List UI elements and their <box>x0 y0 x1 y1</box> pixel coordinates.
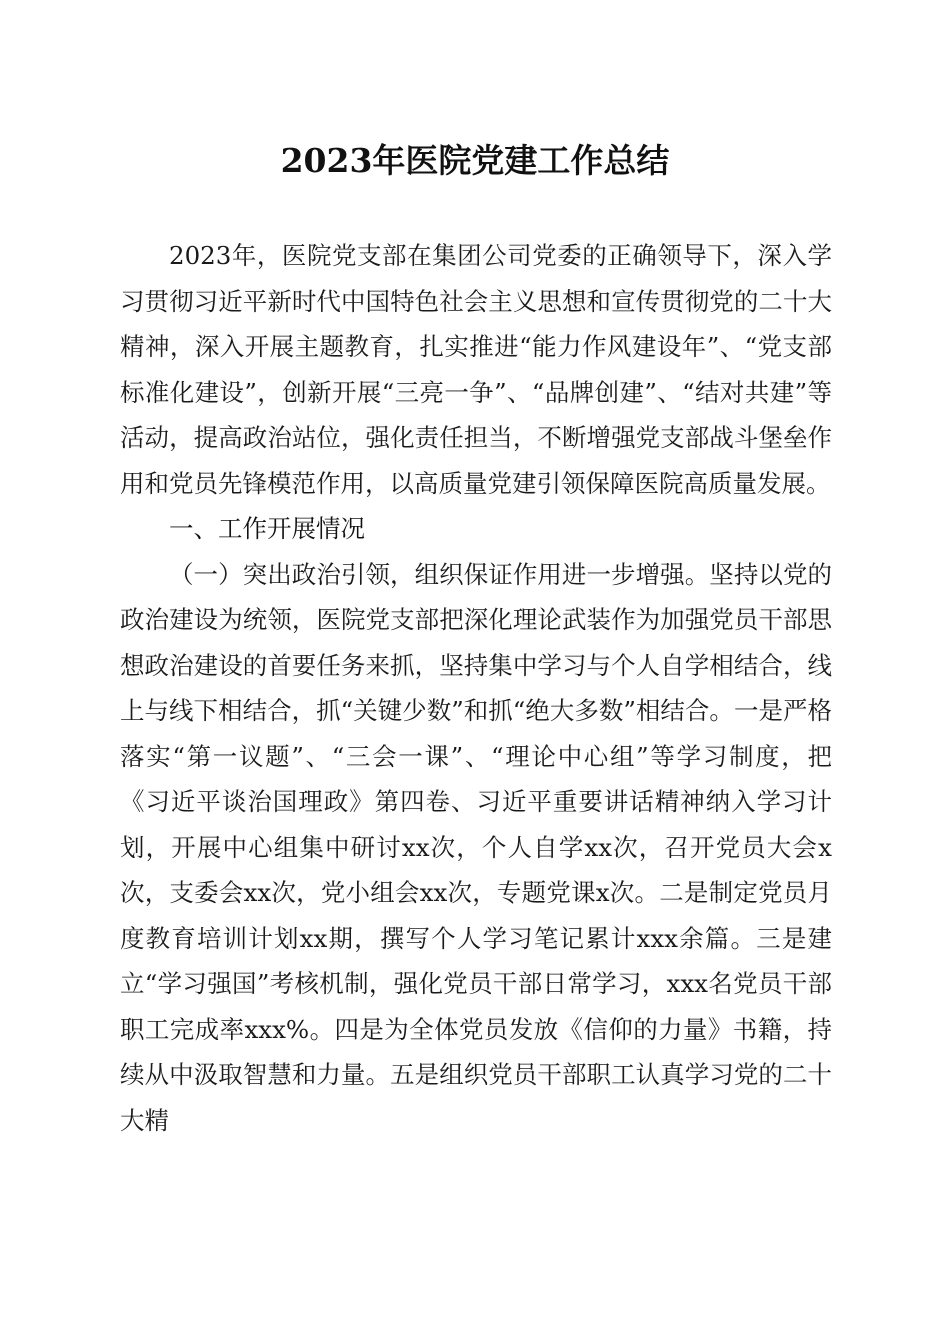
document-title: 2023年医院党建工作总结 <box>280 141 670 180</box>
subsection-body-1: 坚持以党的政治建设为统领，医院党支部把深化理论武装作为加强党员干部思想政治建设的首要任务来抓，坚持集中学习与个人自学相结合，线上与线下相结合，抓“关键少数”和抓“绝大多数”相结合。一是严格落实“第一议题”、“三会一课”、“理论中心组”等学习制度，把《习近平谈治国理政》第四卷、习近平重要讲话精神纳入学习计划，开展中心组集中研讨xx次，个人自学xx次，召开党员大会x次，支委会xx次，党小组会xx次，专题党课x次。二是制定党员月度教育培训计划xx期，撰写个人学习笔记累计xxx余篇。三是建立“学习强国”考核机制，强化党员干部日常学习，xxx名党员干部职工完成率xxx%。四是为全体党员发放《信仰的力量》书籍，持续从中汲取智慧和力量。五是组织党员干部职工认真学习党的二十大精 <box>120 559 833 1135</box>
document-body <box>120 233 832 1143</box>
intro-paragraph: 2023年，医院党支部在集团公司党委的正确领导下，深入学习贯彻习近平新时代中国特色社会主义思想和宣传贯彻党的二十大精神，深入开展主题教育，扎实推进“能力作风建设年”、“党支部标准化建设”，创新开展“三亮一争”、“品牌创建”、“结对共建”等活动，提高政治站位，强化责任担当，不断增强党支部战斗堡垒作用和党员先锋模范作用，以高质量党建引领保障医院高质量发展。 <box>120 241 832 498</box>
subsection-heading-1: （一）突出政治引领，组织保证作用进一步增强。 <box>169 559 710 589</box>
section-heading-1: 一、工作开展情况 <box>169 514 365 543</box>
subsection-paragraph-1 <box>120 552 832 1144</box>
